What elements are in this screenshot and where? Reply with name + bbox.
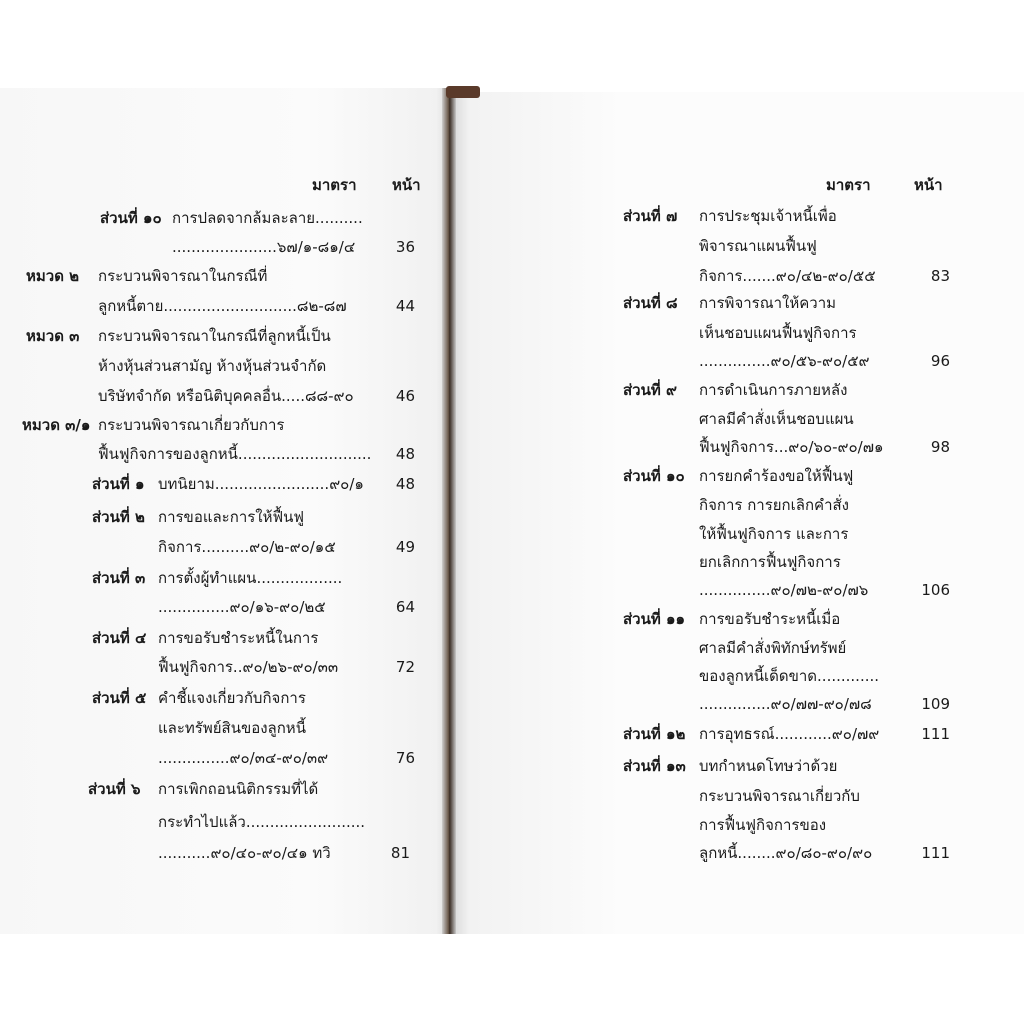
left-entry-line: ฟื้นฟูกิจการของลูกหนี้............................ <box>98 445 372 463</box>
right-entry-line: เห็นชอบแผนฟื้นฟูกิจการ <box>699 324 857 342</box>
left-entry-label: ส่วนที่ ๒ <box>92 508 145 526</box>
left-entry-page: 76 <box>395 749 415 767</box>
left-entry-label: ส่วนที่ ๓ <box>92 569 146 587</box>
right-entry-label: ส่วนที่ ๘ <box>623 294 678 312</box>
left-entry-line: และทรัพย์สินของลูกหนี้ <box>158 719 306 737</box>
right-entry-line: ให้ฟื้นฟูกิจการ และการ <box>699 525 849 543</box>
right-entry-label: ส่วนที่ ๑๑ <box>623 610 685 628</box>
left-header-section-col: มาตรา <box>312 176 357 194</box>
left-entry-line: การเพิกถอนนิติกรรมที่ได้ <box>158 780 319 798</box>
book-gutter <box>442 88 456 934</box>
right-entry-line: ศาลมีคำสั่งพิทักษ์ทรัพย์ <box>699 639 847 657</box>
left-entry-line: การขอและการให้ฟื้นฟู <box>158 508 305 526</box>
left-entry-line: บริษัทจำกัด หรือนิติบุคคลอื่น.....๘๘-๙๐ <box>98 387 354 405</box>
right-entry-line: ลูกหนี้........๙๐/๘๐-๙๐/๙๐ <box>699 844 873 862</box>
right-entry-label: ส่วนที่ ๑๒ <box>623 725 686 743</box>
left-entry-page: 81 <box>390 844 410 862</box>
right-entry-label: ส่วนที่ ๙ <box>623 381 677 399</box>
left-entry-line: คำชี้แจงเกี่ยวกับกิจการ <box>158 689 306 707</box>
left-entry-page: 72 <box>395 658 415 676</box>
left-entry-page: 44 <box>395 297 415 315</box>
right-entry-line: กิจการ การยกเลิกคำสั่ง <box>699 496 849 514</box>
left-entry-line: กระบวนพิจารณาเกี่ยวกับการ <box>98 416 285 434</box>
right-entry-line: การประชุมเจ้าหนี้เพื่อ <box>699 207 837 225</box>
right-header-section-col: มาตรา <box>826 176 871 194</box>
right-entry-page: 111 <box>921 725 950 743</box>
left-entry-line: การปลดจากล้มละลาย.......... <box>172 209 363 227</box>
left-entry-page: 48 <box>395 475 415 493</box>
right-entry-line: กิจการ.......๙๐/๔๒-๙๐/๕๕ <box>699 267 876 285</box>
book-spine <box>446 86 480 98</box>
right-entry-line: ฟื้นฟูกิจการ...๙๐/๖๐-๙๐/๗๑ <box>699 438 884 456</box>
right-entry-page: 96 <box>930 352 950 370</box>
right-entry-line: กระบวนพิจารณาเกี่ยวกับ <box>699 787 860 805</box>
right-entry-line: การดำเนินการภายหลัง <box>699 381 848 399</box>
left-entry-page: 46 <box>395 387 415 405</box>
right-entry-line: การพิจารณาให้ความ <box>699 294 837 312</box>
right-entry-line: การอุทธรณ์............๙๐/๗๙ <box>699 725 880 743</box>
right-entry-page: 106 <box>921 581 950 599</box>
left-entry-page: 49 <box>395 538 415 556</box>
right-entry-line: ยกเลิกการฟื้นฟูกิจการ <box>699 553 841 571</box>
right-entry-page: 111 <box>921 844 950 862</box>
right-entry-line: ของลูกหนี้เด็ดขาด............. <box>699 667 880 685</box>
left-entry-line: ...............๙๐/๓๔-๙๐/๓๙ <box>158 749 329 767</box>
right-entry-line: ...............๙๐/๗๗-๙๐/๗๘ <box>699 695 872 713</box>
left-entry-label: ส่วนที่ ๑๐ <box>100 209 162 227</box>
left-entry-line: การตั้งผู้ทำแผน.................. <box>158 569 343 587</box>
left-entry-line: ลูกหนี้ตาย............................๘๒-๘๗ <box>98 297 347 315</box>
right-entry-line: พิจารณาแผนฟื้นฟู <box>699 237 817 255</box>
left-entry-line: ห้างหุ้นส่วนสามัญ ห้างหุ้นส่วนจำกัด <box>98 357 327 375</box>
right-entry-line: ...............๙๐/๕๖-๙๐/๕๙ <box>699 352 870 370</box>
left-entry-label: หมวด ๓/๑ <box>22 416 91 434</box>
right-entry-line: การฟื้นฟูกิจการของ <box>699 816 827 834</box>
left-entry-page: 36 <box>395 238 415 256</box>
left-entry-label: ส่วนที่ ๖ <box>88 780 141 798</box>
left-entry-label: ส่วนที่ ๔ <box>92 629 147 647</box>
left-entry-line: ...........๙๐/๔๐-๙๐/๔๑ ทวิ <box>158 844 331 862</box>
left-entry-line: กระทำไปแล้ว......................... <box>158 813 366 831</box>
right-entry-line: ...............๙๐/๗๒-๙๐/๗๖ <box>699 581 869 599</box>
right-entry-label: ส่วนที่ ๑๓ <box>623 757 686 775</box>
left-entry-label: ส่วนที่ ๕ <box>92 689 147 707</box>
left-entry-line: กิจการ..........๙๐/๒-๙๐/๑๕ <box>158 538 336 556</box>
right-entry-line: บทกำหนดโทษว่าด้วย <box>699 757 838 775</box>
right-entry-page: 98 <box>930 438 950 456</box>
left-entry-line: ...............๙๐/๑๖-๙๐/๒๕ <box>158 598 326 616</box>
left-entry-page: 64 <box>395 598 415 616</box>
right-header-page-col: หน้า <box>914 176 943 194</box>
left-entry-line: กระบวนพิจารณาในกรณีที่ <box>98 267 268 285</box>
left-entry-page: 48 <box>395 445 415 463</box>
left-entry-line: การขอรับชำระหนี้ในการ <box>158 629 319 647</box>
left-entry-line: ......................๖๗/๑-๘๑/๔ <box>172 238 356 256</box>
left-entry-line: กระบวนพิจารณาในกรณีที่ลูกหนี้เป็น <box>98 327 331 345</box>
left-entry-label: หมวด ๒ <box>26 267 80 285</box>
right-entry-page: 109 <box>921 695 950 713</box>
right-entry-line: การขอรับชำระหนี้เมื่อ <box>699 610 841 628</box>
left-entry-line: ฟื้นฟูกิจการ..๙๐/๒๖-๙๐/๓๓ <box>158 658 339 676</box>
right-entry-label: ส่วนที่ ๑๐ <box>623 467 685 485</box>
left-entry-label: ส่วนที่ ๑ <box>92 475 145 493</box>
left-entry-label: หมวด ๓ <box>26 327 80 345</box>
left-entry-line: บทนิยาม........................๙๐/๑ <box>158 475 364 493</box>
left-header-page-col: หน้า <box>392 176 421 194</box>
right-entry-line: ศาลมีคำสั่งเห็นชอบแผน <box>699 410 854 428</box>
right-entry-line: การยกคำร้องขอให้ฟื้นฟู <box>699 467 854 485</box>
right-entry-page: 83 <box>930 267 950 285</box>
right-entry-label: ส่วนที่ ๗ <box>623 207 678 225</box>
